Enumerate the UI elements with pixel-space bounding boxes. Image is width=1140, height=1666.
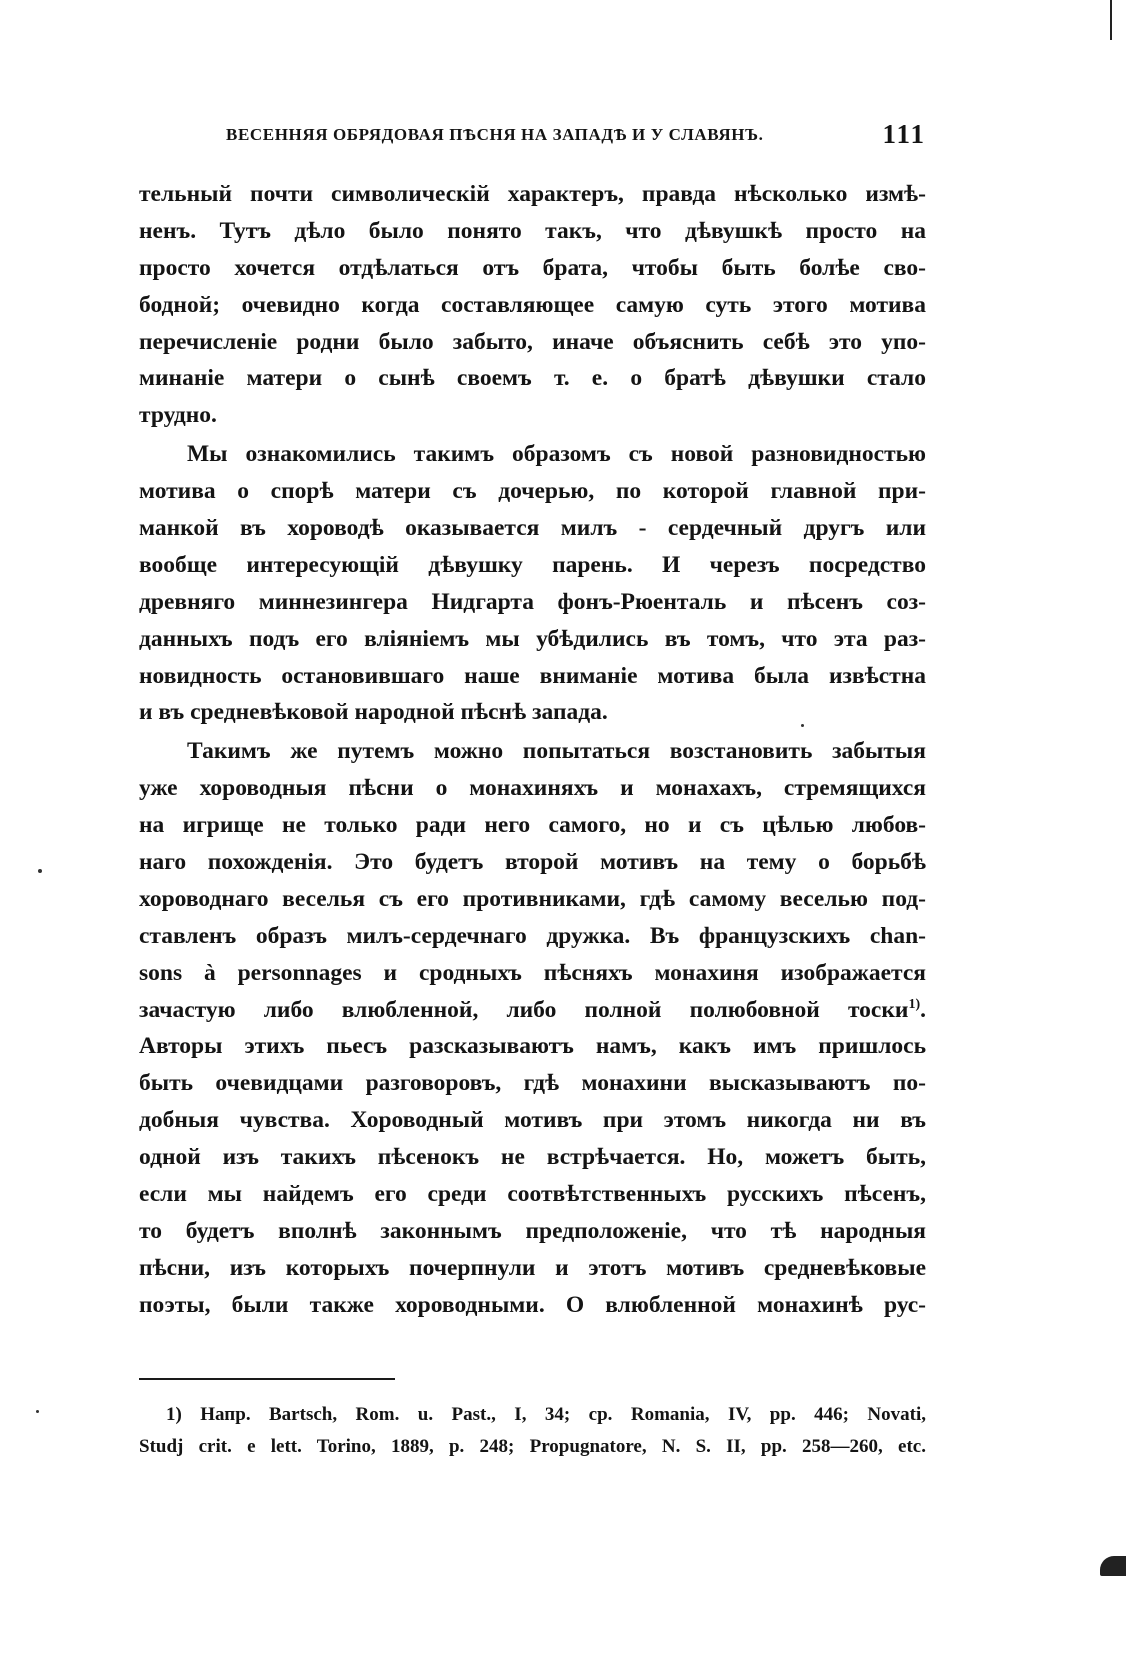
running-head (226, 119, 926, 159)
text-line: пѣсни, изъ которыхъ почерпнули и этотъ мотивъ средневѣковые (139, 1254, 926, 1281)
text-line: ставленъ образъ милъ-сердечнаго дружка. Въ французскихъ chan- (139, 922, 926, 949)
text-line: одной изъ такихъ пѣсенокъ не встрѣчается. Но, можетъ быть, (139, 1144, 926, 1171)
text-line: Авторы этихъ пьесъ разсказываютъ намъ, какъ имъ пришлось (139, 1033, 926, 1060)
scan-edge-mark (1100, 1556, 1126, 1576)
scan-speck (38, 869, 42, 873)
footnote-line: 1) Напр. Bartsch, Rom. u. Past., I, 34; ср. Romania, IV, pp. 446; Novati, (166, 1404, 926, 1425)
footnotes (139, 1399, 926, 1463)
scan-edge-mark (1110, 0, 1112, 40)
text-line: хороводнаго веселья съ его противниками, гдѣ самому веселью под- (139, 885, 926, 912)
running-title: ВЕСЕННЯЯ ОБРЯДОВАЯ ПѢСНЯ НА ЗАПАДѢ И У СЛАВЯНЪ. (226, 125, 764, 144)
text-line: уже хороводныя пѣсни о монахиняхъ и монахахъ, стремящихся (139, 775, 926, 802)
text-line: манкой въ хороводѣ оказывается милъ - сердечный другъ или (139, 515, 926, 542)
page-number: 111 (882, 119, 926, 149)
scan-speck (36, 1410, 39, 1413)
text-line: если мы найдемъ его среди соотвѣтственныхъ русскихъ пѣсенъ, (139, 1181, 926, 1208)
text-line: и въ средневѣковой народной пѣснѣ запада. (139, 699, 608, 726)
text-line: sons à personnages и сродныхъ пѣсняхъ монахиня изображается (139, 959, 926, 986)
paragraph-2 (139, 436, 926, 731)
text-line: минаніе матери о сынѣ своемъ т. е. о братѣ дѣвушки стало (139, 365, 926, 392)
text-line: добныя чувства. Хороводный мотивъ при этомъ никогда ни въ (139, 1107, 926, 1134)
text-line: то будетъ вполнѣ законнымъ предположеніе, что тѣ народныя (139, 1217, 926, 1244)
text-line: Такимъ же путемъ можно попытаться возстановить забытыя (187, 738, 926, 765)
text-line: трудно. (139, 402, 217, 429)
text-line: древняго миннезингера Нидгарта фонъ-Рюенталь и пѣсенъ соз- (139, 588, 926, 615)
text-line: поэты, были также хороводными. О влюбленной монахинѣ рус- (139, 1291, 926, 1318)
footnote-line: Studj crit. e lett. Torino, 1889, p. 248; Propugnatore, N. S. II, pp. 258—260, etc. (139, 1436, 926, 1457)
text-line-with-footnote: зачастую либо влюбленной, либо полной полюбовной тоски$^{1)}$. (139, 996, 926, 1023)
body-text (139, 176, 926, 1326)
text-line: просто хочется отдѣлаться отъ брата, чтобы быть болѣе сво- (139, 254, 926, 281)
text-line-body: зачастую либо влюбленной, либо полной полюбовной тоски (139, 996, 909, 1023)
text-line: тельный почти символическій характеръ, правда нѣсколько измѣ- (139, 181, 926, 207)
paragraph-1 (139, 176, 926, 434)
text-line: наго похожденія. Это будетъ второй мотивъ на тему о борьбѣ (139, 849, 926, 876)
text-line: бодной; очевидно когда составляющее самую суть этого мотива (139, 291, 926, 318)
text-line: данныхъ подъ его вліяніемъ мы убѣдились въ томъ, что эта раз- (139, 625, 926, 652)
text-line: Мы ознакомились такимъ образомъ съ новой разновидностью (187, 441, 926, 468)
text-line: на игрище не только ради него самого, но и съ цѣлью любов- (139, 812, 926, 839)
text-line: вообще интересующій дѣвушку парень. И черезъ посредство (139, 551, 926, 578)
text-line: быть очевидцами разговоровъ, гдѣ монахини высказываютъ по- (139, 1070, 926, 1097)
text-line: ненъ. Тутъ дѣло было понято такъ, что дѣвушкѣ просто на (139, 217, 926, 244)
text-line: новидность остановившаго наше вниманіе мотива была извѣстна (139, 662, 926, 689)
paragraph-3 (139, 733, 926, 1323)
scan-speck (801, 724, 804, 727)
footnote-ref: 1) (908, 996, 921, 1012)
text-line: мотива о спорѣ матери съ дочерью, по которой главной при- (139, 478, 926, 505)
footnote-rule (139, 1378, 395, 1380)
text-line: перечисленіе родни было забыто, иначе объяснить себѣ это упо- (139, 328, 926, 355)
